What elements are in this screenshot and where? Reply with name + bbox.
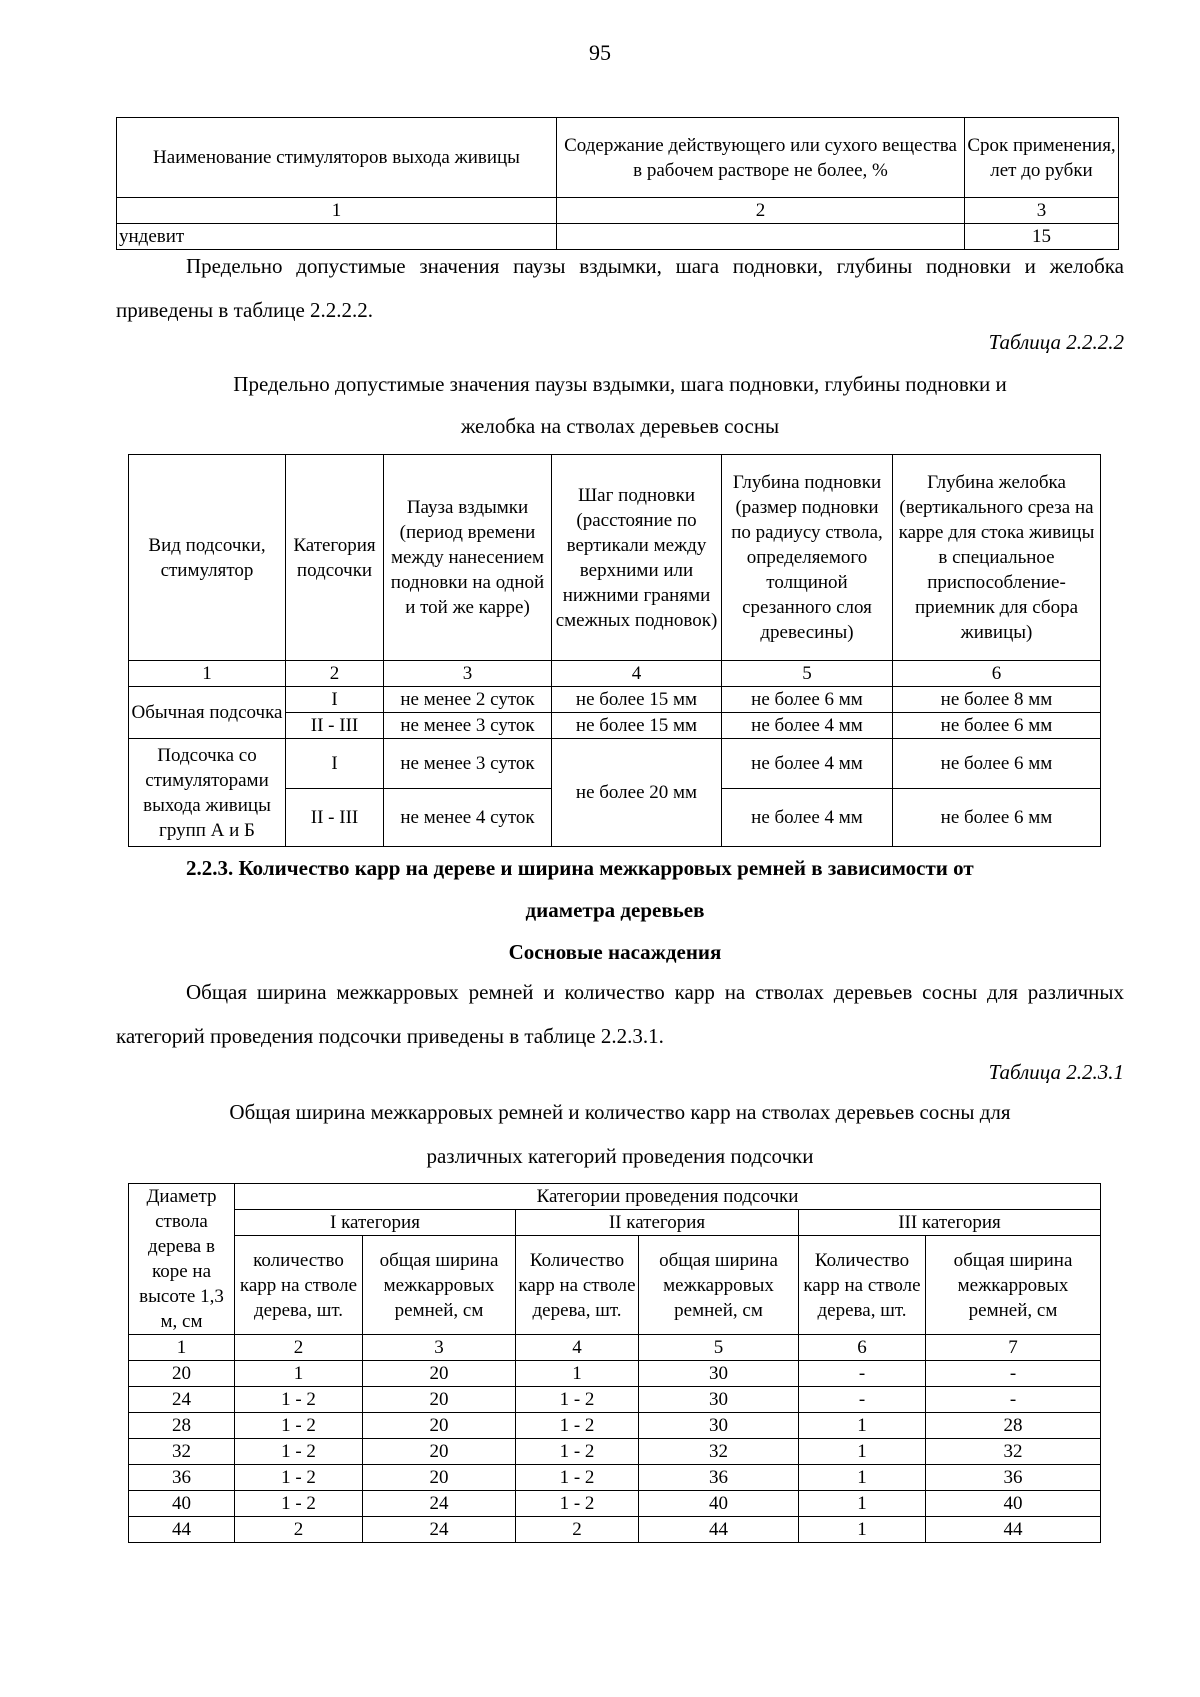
table2-header: Вид подсочки, стимулятор: [129, 455, 286, 661]
table3-subheader: Количество карр на стволе дерева, шт.: [799, 1236, 926, 1335]
table3-subheader: общая ширина межкарровых ремней, см: [926, 1236, 1101, 1335]
table3-cell: 1 - 2: [516, 1387, 639, 1413]
table3-cell: 32: [926, 1439, 1101, 1465]
table3-label: Таблица 2.2.3.1: [988, 1060, 1124, 1084]
table3-cell: 2: [516, 1517, 639, 1543]
section-heading: диаметра деревьев: [525, 898, 705, 922]
table3-cell: 36: [129, 1465, 235, 1491]
table3-cell: 44: [639, 1517, 799, 1543]
table3-cell: 28: [129, 1413, 235, 1439]
table-carr-count: [128, 1183, 1101, 1543]
table2-col-number: 2: [286, 661, 384, 687]
table3-cell: 30: [639, 1361, 799, 1387]
table3-cell: 1 - 2: [235, 1413, 363, 1439]
table3-category: II категория: [516, 1210, 799, 1236]
table2-cell: I: [286, 687, 384, 713]
table3-cell: 2: [235, 1517, 363, 1543]
table3-cell: 1 - 2: [516, 1413, 639, 1439]
table2-header: Глубина подновки (размер подновки по радиусу ствола, определяемого толщиной срезанного слоя древесины): [722, 455, 893, 661]
table3-category: III категория: [799, 1210, 1101, 1236]
table3-cell: -: [799, 1387, 926, 1413]
table-row: [129, 1361, 1101, 1387]
table3-category: I категория: [235, 1210, 516, 1236]
table2-cell: не более 6 мм: [893, 713, 1101, 739]
table2-col-number: 6: [893, 661, 1101, 687]
table3-diameter-header: Диаметр ствола дерева в коре на высоте 1,3 м, см: [129, 1184, 235, 1335]
table3-cell: 32: [129, 1439, 235, 1465]
table3-cell: 1: [799, 1413, 926, 1439]
table3-title: Общая ширина межкарровых ремней и количество карр на стволах деревьев сосны для: [229, 1100, 1011, 1124]
table2-header: Категория подсочки: [286, 455, 384, 661]
table2-group-label: Обычная подсочка: [129, 687, 286, 739]
table2-cell: не более 8 мм: [893, 687, 1101, 713]
table3-cell: 24: [363, 1491, 516, 1517]
table3-cell: 32: [639, 1439, 799, 1465]
table3-cell: 28: [926, 1413, 1101, 1439]
table1-header: Содержание действующего или сухого вещества в рабочем растворе не более, %: [557, 118, 965, 198]
table3-cell: 1 - 2: [235, 1491, 363, 1517]
table-row: [129, 1413, 1101, 1439]
section-heading: 2.2.3. Количество карр на дереве и ширина межкарровых ремней в зависимости от: [186, 856, 974, 880]
table-stimulators: [116, 117, 1119, 250]
table3-cell: 36: [639, 1465, 799, 1491]
table2-cell: не более 6 мм: [722, 687, 893, 713]
table3-cell: 40: [926, 1491, 1101, 1517]
table1-col-number: 3: [965, 198, 1119, 224]
table2-cell: не более 4 мм: [722, 789, 893, 847]
table2-cell: II - III: [286, 789, 384, 847]
table2-header: Глубина желобка (вертикального среза на карре для стока живицы в специальное приспособление-приемник для сбора живицы): [893, 455, 1101, 661]
table3-subheader: общая ширина межкарровых ремней, см: [639, 1236, 799, 1335]
table3-cell: 1 - 2: [516, 1439, 639, 1465]
table3-cell: 1 - 2: [235, 1465, 363, 1491]
table2-group-label: Подсочка со стимуляторами выхода живицы групп А и Б: [129, 739, 286, 847]
table3-cell: 44: [926, 1517, 1101, 1543]
table3-cell: 20: [129, 1361, 235, 1387]
table1-cell: 15: [965, 224, 1119, 250]
paragraph-2: Общая ширина межкарровых ремней и количество карр на стволах деревьев сосны для различных категорий проведения подсочки приведены в таблице 2.2.3.1.: [116, 980, 1124, 1048]
table2-cell: I: [286, 739, 384, 789]
table1-col-number: 2: [557, 198, 965, 224]
table3-cell: 40: [129, 1491, 235, 1517]
table3-cell: 24: [129, 1387, 235, 1413]
table3-cell: 1: [516, 1361, 639, 1387]
table3-subheader: общая ширина межкарровых ремней, см: [363, 1236, 516, 1335]
table3-col-number: 1: [129, 1335, 235, 1361]
table-tapping-limits: [128, 454, 1101, 847]
table2-header: Шаг подновки (расстояние по вертикали между верхними или нижними гранями смежных подновок): [552, 455, 722, 661]
table1-cell: ундевит: [117, 224, 557, 250]
table3-col-number: 3: [363, 1335, 516, 1361]
table2-col-number: 3: [384, 661, 552, 687]
table3-cell: -: [926, 1387, 1101, 1413]
table-row: [129, 1439, 1101, 1465]
table2-cell: не более 4 мм: [722, 713, 893, 739]
table3-cell: -: [799, 1361, 926, 1387]
table3-cell: 1: [799, 1491, 926, 1517]
table3-col-number: 6: [799, 1335, 926, 1361]
table2-cell: не менее 3 суток: [384, 739, 552, 789]
table2-cell: не более 6 мм: [893, 789, 1101, 847]
table-row: [129, 1465, 1101, 1491]
table2-cell: не менее 2 суток: [384, 687, 552, 713]
table3-cell: 44: [129, 1517, 235, 1543]
table2-cell: не более 15 мм: [552, 713, 722, 739]
table3-group-header: Категории проведения подсочки: [235, 1184, 1101, 1210]
table2-cell: не более 15 мм: [552, 687, 722, 713]
table3-cell: 20: [363, 1465, 516, 1491]
table3-cell: 1 - 2: [516, 1465, 639, 1491]
table3-cell: 1 - 2: [235, 1387, 363, 1413]
table3-col-number: 5: [639, 1335, 799, 1361]
table3-col-number: 7: [926, 1335, 1101, 1361]
table2-col-number: 1: [129, 661, 286, 687]
table3-subheader: количество карр на стволе дерева, шт.: [235, 1236, 363, 1335]
table3-cell: 1: [235, 1361, 363, 1387]
table3-cell: 36: [926, 1465, 1101, 1491]
table2-cell: II - III: [286, 713, 384, 739]
table3-cell: 20: [363, 1361, 516, 1387]
table3-cell: -: [926, 1361, 1101, 1387]
table2-cell: не более 6 мм: [893, 739, 1101, 789]
table3-col-number: 4: [516, 1335, 639, 1361]
table3-cell: 30: [639, 1413, 799, 1439]
table3-cell: 30: [639, 1387, 799, 1413]
subsection-heading: Сосновые насаждения: [508, 940, 722, 964]
table2-title: желобка на стволах деревьев сосны: [460, 414, 780, 438]
table1-header: Наименование стимуляторов выхода живицы: [117, 118, 557, 198]
table2-col-number: 5: [722, 661, 893, 687]
table3-title: различных категорий проведения подсочки: [426, 1144, 814, 1168]
table3-cell: 1 - 2: [235, 1439, 363, 1465]
table3-cell: 1 - 2: [516, 1491, 639, 1517]
table2-cell: не более 4 мм: [722, 739, 893, 789]
table2-cell: не менее 3 суток: [384, 713, 552, 739]
table2-cell: не менее 4 суток: [384, 789, 552, 847]
table2-cell: не более 20 мм: [552, 739, 722, 847]
table-row: [129, 1387, 1101, 1413]
table-row: [129, 1517, 1101, 1543]
table3-cell: 20: [363, 1387, 516, 1413]
table3-cell: 20: [363, 1439, 516, 1465]
table1-col-number: 1: [117, 198, 557, 224]
table3-cell: 24: [363, 1517, 516, 1543]
table2-header: Пауза вздымки (период времени между нанесением подновки на одной и той же карре): [384, 455, 552, 661]
table2-col-number: 4: [552, 661, 722, 687]
table3-cell: 1: [799, 1439, 926, 1465]
table2-title: Предельно допустимые значения паузы вздымки, шага подновки, глубины подновки и: [233, 372, 1007, 396]
paragraph-1: Предельно допустимые значения паузы вздымки, шага подновки, глубины подновки и желобка приведены в таблице 2.2.2.2.: [116, 254, 1124, 322]
table3-cell: 20: [363, 1413, 516, 1439]
table-row: [129, 1491, 1101, 1517]
table3-cell: 1: [799, 1465, 926, 1491]
table3-cell: 40: [639, 1491, 799, 1517]
table1-header: Срок применения, лет до рубки: [965, 118, 1119, 198]
table2-label: Таблица 2.2.2.2: [988, 330, 1124, 354]
table3-col-number: 2: [235, 1335, 363, 1361]
table3-subheader: Количество карр на стволе дерева, шт.: [516, 1236, 639, 1335]
page-number: 95: [589, 40, 611, 65]
table3-cell: 1: [799, 1517, 926, 1543]
